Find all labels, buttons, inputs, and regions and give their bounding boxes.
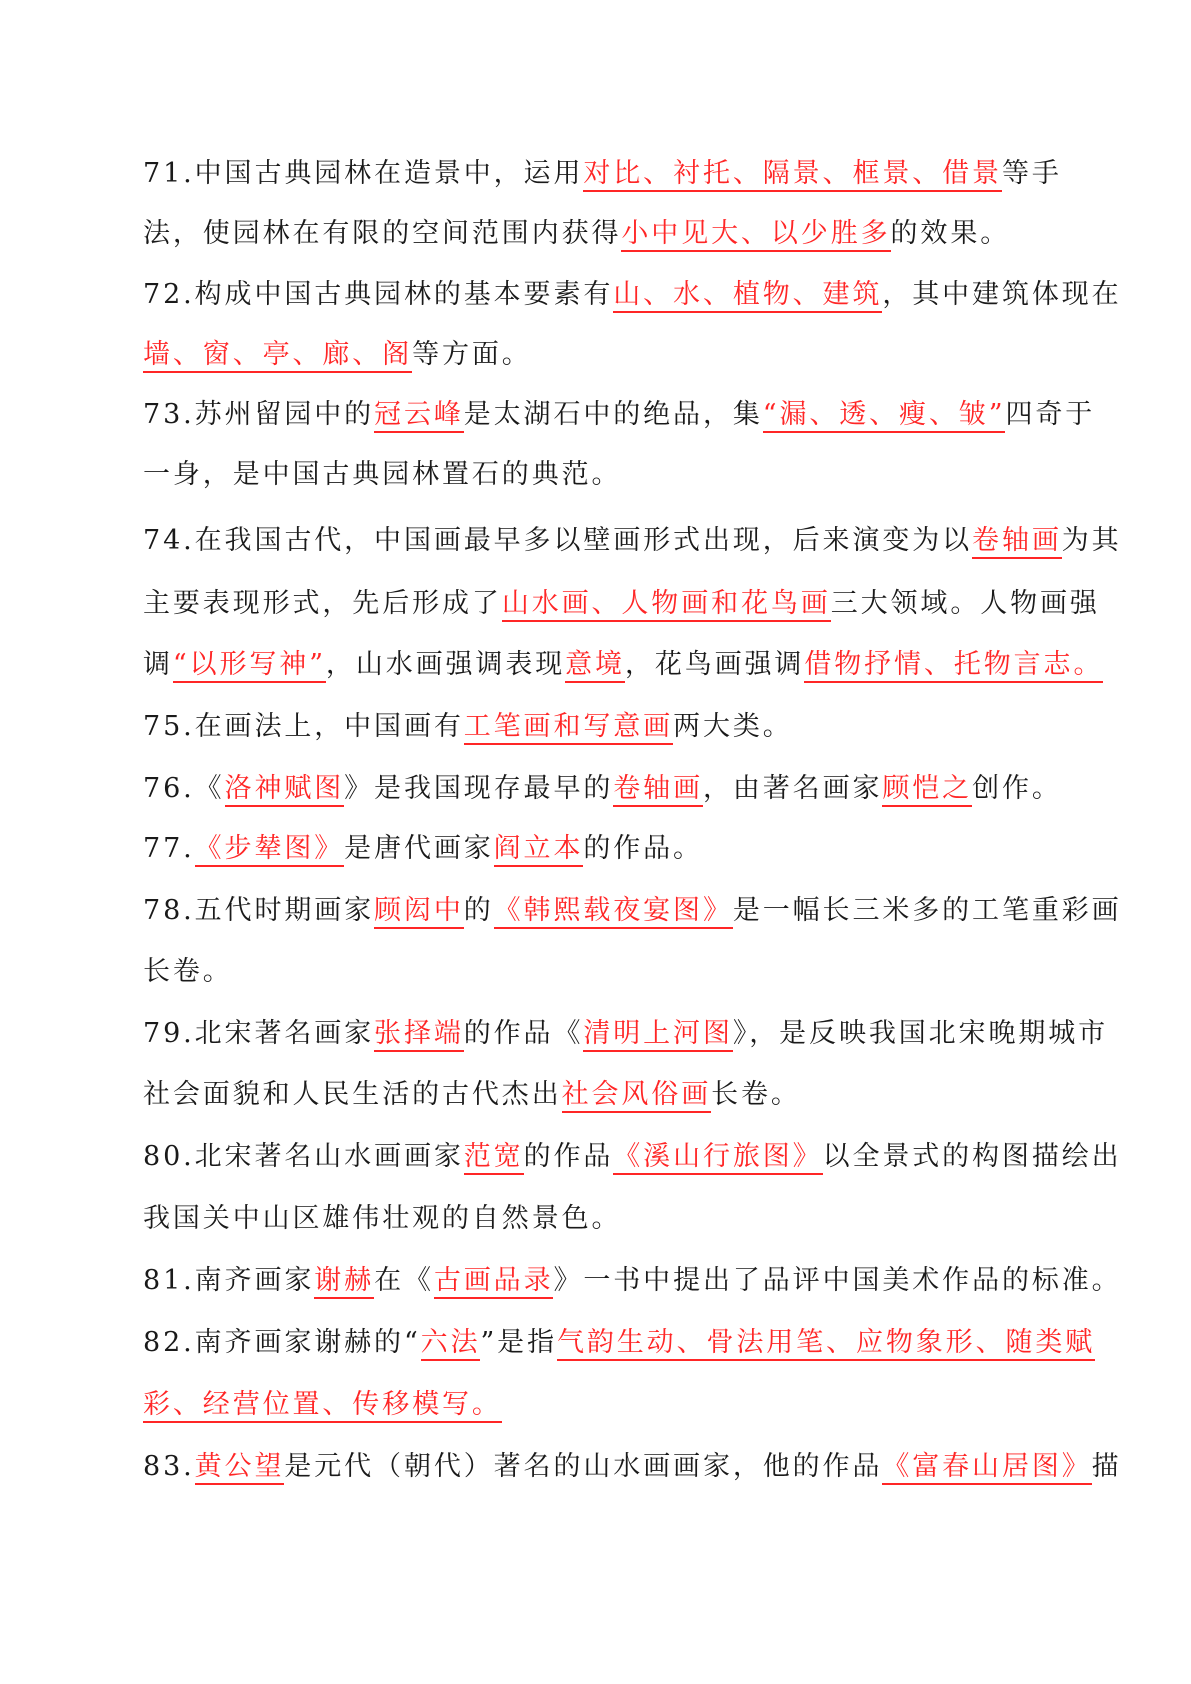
question-text: 描 [1091, 1451, 1122, 1482]
question-text: 的效果。 [890, 218, 1011, 249]
question-text: ，山水画强调表现 [325, 649, 566, 680]
answer-text: 《溪山行旅图》 [613, 1141, 822, 1175]
text-line [143, 1199, 621, 1239]
answer-text: 卷轴画 [613, 773, 703, 807]
text-line [143, 395, 1095, 435]
question-text: 一身，是中国古典园林置石的典范。 [143, 459, 622, 490]
question-text: 76.《 [143, 773, 225, 804]
text-line [143, 455, 621, 495]
text-line [143, 769, 1062, 809]
answer-text: 清明上河图 [583, 1018, 733, 1052]
question-text: 的作品。 [583, 833, 703, 864]
answer-text: 山水画、人物画和花鸟画 [502, 588, 831, 622]
question-text: 两大类。 [673, 711, 793, 742]
question-text: 77. [143, 833, 195, 864]
text-line [143, 584, 1100, 624]
question-text: 长卷。 [143, 956, 233, 987]
question-text: 创作。 [972, 773, 1062, 804]
answer-text: 《步辇图》 [195, 833, 345, 867]
question-text: 74.在我国古代，中国画最早多以壁画形式出现，后来演变为以 [143, 525, 973, 556]
question-text: ，花鸟画强调 [624, 649, 805, 680]
question-text: 81.南齐画家 [143, 1265, 315, 1296]
question-text: 四奇于 [1005, 399, 1096, 430]
text-line [143, 1137, 1122, 1177]
question-text: 三大领域。人物画强 [830, 588, 1100, 619]
question-text: 》一书中提出了品评中国美术作品的标准。 [553, 1265, 1122, 1296]
text-line [143, 335, 532, 375]
question-text: ，其中建筑体现在 [882, 279, 1122, 310]
text-line [143, 1385, 502, 1425]
answer-text: 顾恺之 [882, 773, 972, 807]
answer-text: 《韩熙载夜宴图》 [494, 895, 733, 929]
text-line [143, 707, 793, 747]
answer-text: 对比、衬托、隔景、框景、借景 [583, 158, 1002, 192]
answer-text: 顾闳中 [374, 895, 464, 929]
question-text: 是太湖石中的绝品，集 [463, 399, 763, 430]
question-text: 是唐代画家 [344, 833, 494, 864]
answer-text: 墙、窗、亭、廊、阁 [143, 339, 412, 373]
question-text: 在《 [374, 1265, 434, 1296]
answer-text: 《富春山居图》 [882, 1451, 1091, 1485]
question-text: 以全景式的构图描绘出 [822, 1141, 1122, 1172]
text-line [143, 1014, 1108, 1054]
answer-text: 谢赫 [314, 1265, 374, 1299]
question-text: 是一幅长三米多的工笔重彩画 [732, 895, 1122, 926]
answer-text: 范宽 [464, 1141, 524, 1175]
answer-text: 山、水、植物、建筑 [613, 279, 882, 313]
question-text: 主要表现形式，先后形成了 [143, 588, 502, 619]
text-line [143, 275, 1122, 315]
question-text: 为其 [1061, 525, 1122, 556]
question-text: 》是我国现存最早的 [344, 773, 614, 804]
question-text: ”是指 [480, 1327, 557, 1358]
answer-text: 古画品录 [434, 1265, 554, 1299]
question-text: 》，是反映我国北宋晚期城市 [732, 1018, 1109, 1049]
question-text: 83. [143, 1451, 195, 1482]
text-line [143, 1323, 1095, 1363]
answer-text: 洛神赋图 [225, 773, 345, 807]
question-text: 我国关中山区雄伟壮观的自然景色。 [143, 1203, 622, 1234]
text-line [143, 521, 1122, 561]
answer-text: 张择端 [374, 1018, 464, 1052]
answer-text: “以形写神” [173, 649, 326, 683]
question-text: 80.北宋著名山水画画家 [143, 1141, 464, 1172]
answer-text: 社会风俗画 [562, 1079, 712, 1113]
question-text: 的 [463, 895, 494, 926]
answer-text: 卷轴画 [972, 525, 1062, 559]
question-text: 等方面。 [412, 339, 532, 370]
question-text: 等手 [1001, 158, 1062, 189]
answer-text: 彩、经营位置、传移模写。 [143, 1389, 502, 1423]
text-line [143, 645, 1103, 685]
question-text: 71.中国古典园林在造景中，运用 [143, 158, 584, 189]
question-text: 是元代（朝代）著名的山水画画家，他的作品 [284, 1451, 883, 1482]
text-line [143, 952, 233, 992]
question-text: 调 [143, 649, 173, 680]
answer-text: 黄公望 [195, 1451, 285, 1485]
question-text: 79.北宋著名画家 [143, 1018, 375, 1049]
answer-text: 气韵生动、骨法用笔、应物象形、随类赋 [557, 1327, 1095, 1361]
text-line [143, 1447, 1122, 1487]
answer-text: 冠云峰 [374, 399, 464, 433]
answer-text: 意境 [565, 649, 625, 683]
answer-text: “漏、透、瘦、皱” [763, 399, 1006, 433]
question-text: 73.苏州留园中的 [143, 399, 375, 430]
answer-text: 阎立本 [494, 833, 584, 867]
text-line [143, 1261, 1122, 1301]
text-line [143, 1075, 801, 1115]
text-line [143, 891, 1122, 931]
question-text: 法，使园林在有限的空间范围内获得 [143, 218, 622, 249]
question-text: 82.南齐画家谢赫的“ [143, 1327, 421, 1358]
question-text: 社会面貌和人民生活的古代杰出 [143, 1079, 562, 1110]
question-text: 72.构成中国古典园林的基本要素有 [143, 279, 614, 310]
answer-text: 六法 [421, 1327, 481, 1361]
question-text: 长卷。 [711, 1079, 801, 1110]
answer-text: 借物抒情、托物言志。 [804, 649, 1103, 683]
question-text: 的作品《 [463, 1018, 584, 1049]
text-line [143, 829, 703, 869]
answer-text: 工笔画和写意画 [464, 711, 673, 745]
text-line [143, 154, 1062, 194]
answer-text: 小中见大、以少胜多 [621, 218, 890, 252]
text-line [143, 214, 1010, 254]
question-text: 78.五代时期画家 [143, 895, 375, 926]
question-text: ，由著名画家 [702, 773, 883, 804]
question-text: 75.在画法上，中国画有 [143, 711, 464, 742]
question-text: 的作品 [523, 1141, 614, 1172]
